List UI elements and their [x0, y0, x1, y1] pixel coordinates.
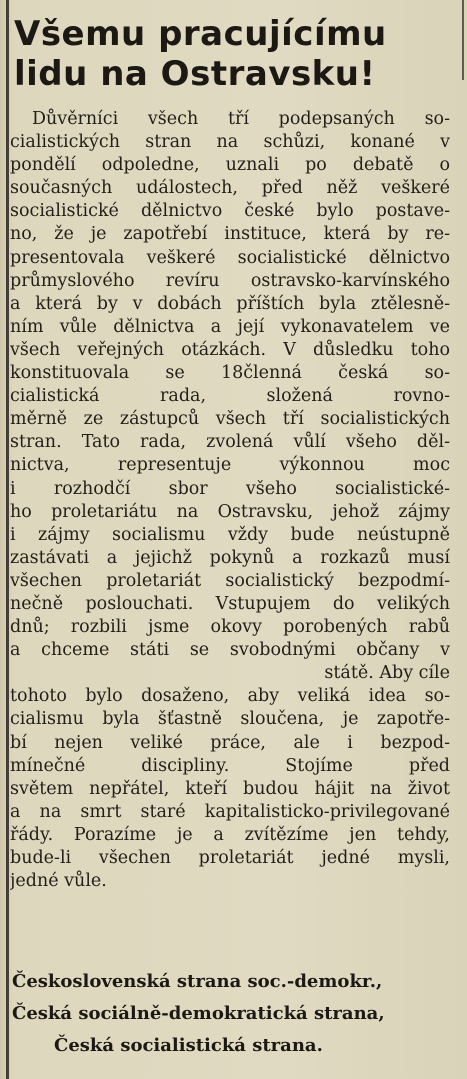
body-line: nictva, representuje výkonnou moc: [10, 455, 450, 476]
body-line: socialistické dělnictvo české bylo postave-: [10, 201, 450, 222]
body-line: zastávati a jejichž pokynů a rozkazů musí: [10, 547, 450, 568]
body-line: no, že je zapotřebí instituce, která by re-: [10, 224, 450, 245]
body-line: současných událostech, před něž veškeré: [10, 178, 450, 199]
article-body: [10, 108, 450, 893]
body-line: presentovala veškeré socialistické dělnictvo: [10, 247, 450, 268]
column-rule-left: [6, 0, 9, 1079]
body-line: cialistická rada, složená rovno-: [10, 386, 450, 407]
body-line: a která by v dobách příštích byla ztělesně-: [10, 293, 450, 314]
column-rule-right: [462, 0, 464, 80]
body-line: světem nepřátel, kteří budou hájit na život: [10, 778, 450, 799]
body-line: konstituovala se 18členná česká so-: [10, 363, 450, 384]
body-line: průmyslového revíru ostravsko-karvínského: [10, 270, 450, 291]
signatures: [12, 966, 452, 1062]
signature-line: Česká socialistická strana.: [54, 1035, 323, 1056]
body-line: a na smrt staré kapitalisticko-privilegované: [10, 801, 450, 822]
body-line: pondělí odpoledne, uznali po debatě o: [10, 155, 450, 176]
body-line: stran. Tato rada, zvolená vůlí všeho děl-: [10, 432, 450, 453]
body-line: bude-li všechen proletariát jedné mysli,: [10, 848, 450, 868]
body-line: cialistických stran na schůzi, konané v: [10, 132, 450, 153]
body-line: mínečné discipliny. Stojíme před: [10, 755, 450, 776]
body-line: měrně ze zástupců všech tří socialistických: [10, 409, 450, 430]
signature-line: Česká sociálně-demokratická strana,: [12, 1003, 385, 1024]
body-line: tohoto bylo dosaženo, aby veliká idea so-: [10, 686, 450, 707]
body-line: všech veřejných otázkách. V důsledku toho: [10, 339, 450, 360]
body-line: dnů; rozbili jsme okovy porobených rabů: [10, 617, 450, 638]
headline-line-2: lidu na Ostravsku!: [14, 54, 376, 94]
headline: [14, 14, 454, 94]
body-line: bí nejen veliké práce, ale i bezpod-: [10, 732, 450, 753]
body-line: řády. Porazíme je a zvítězíme jen tehdy,: [10, 824, 450, 845]
body-line: i zájmy socialismu vždy bude neústupně: [10, 524, 450, 545]
body-line: ním vůle dělnictva a její vykonavatelem ve: [10, 316, 450, 337]
body-line: jedné vůle.: [10, 871, 107, 892]
headline-line-1: Všemu pracujícímu: [14, 14, 387, 54]
body-line: a chceme státi se svobodnými občany v: [10, 640, 450, 661]
signature-line: Československá strana soc.-demokr.,: [12, 971, 383, 992]
body-line: ho proletariátu na Ostravsku, jehož zájmy: [10, 501, 450, 522]
body-line: všechen proletariát socialistický bezpodmí-: [10, 570, 450, 591]
body-line: nečně poslouchati. Vstupujem do velikých: [10, 593, 450, 614]
body-line: cialismu byla šťastně sloučena, je zapotře-: [10, 709, 450, 730]
body-line: Důvěrníci všech tří podepsaných so-: [32, 109, 450, 129]
body-line: i rozhodčí sbor všeho socialistické-: [10, 478, 450, 499]
body-line: státě. Aby cíle: [324, 663, 450, 684]
